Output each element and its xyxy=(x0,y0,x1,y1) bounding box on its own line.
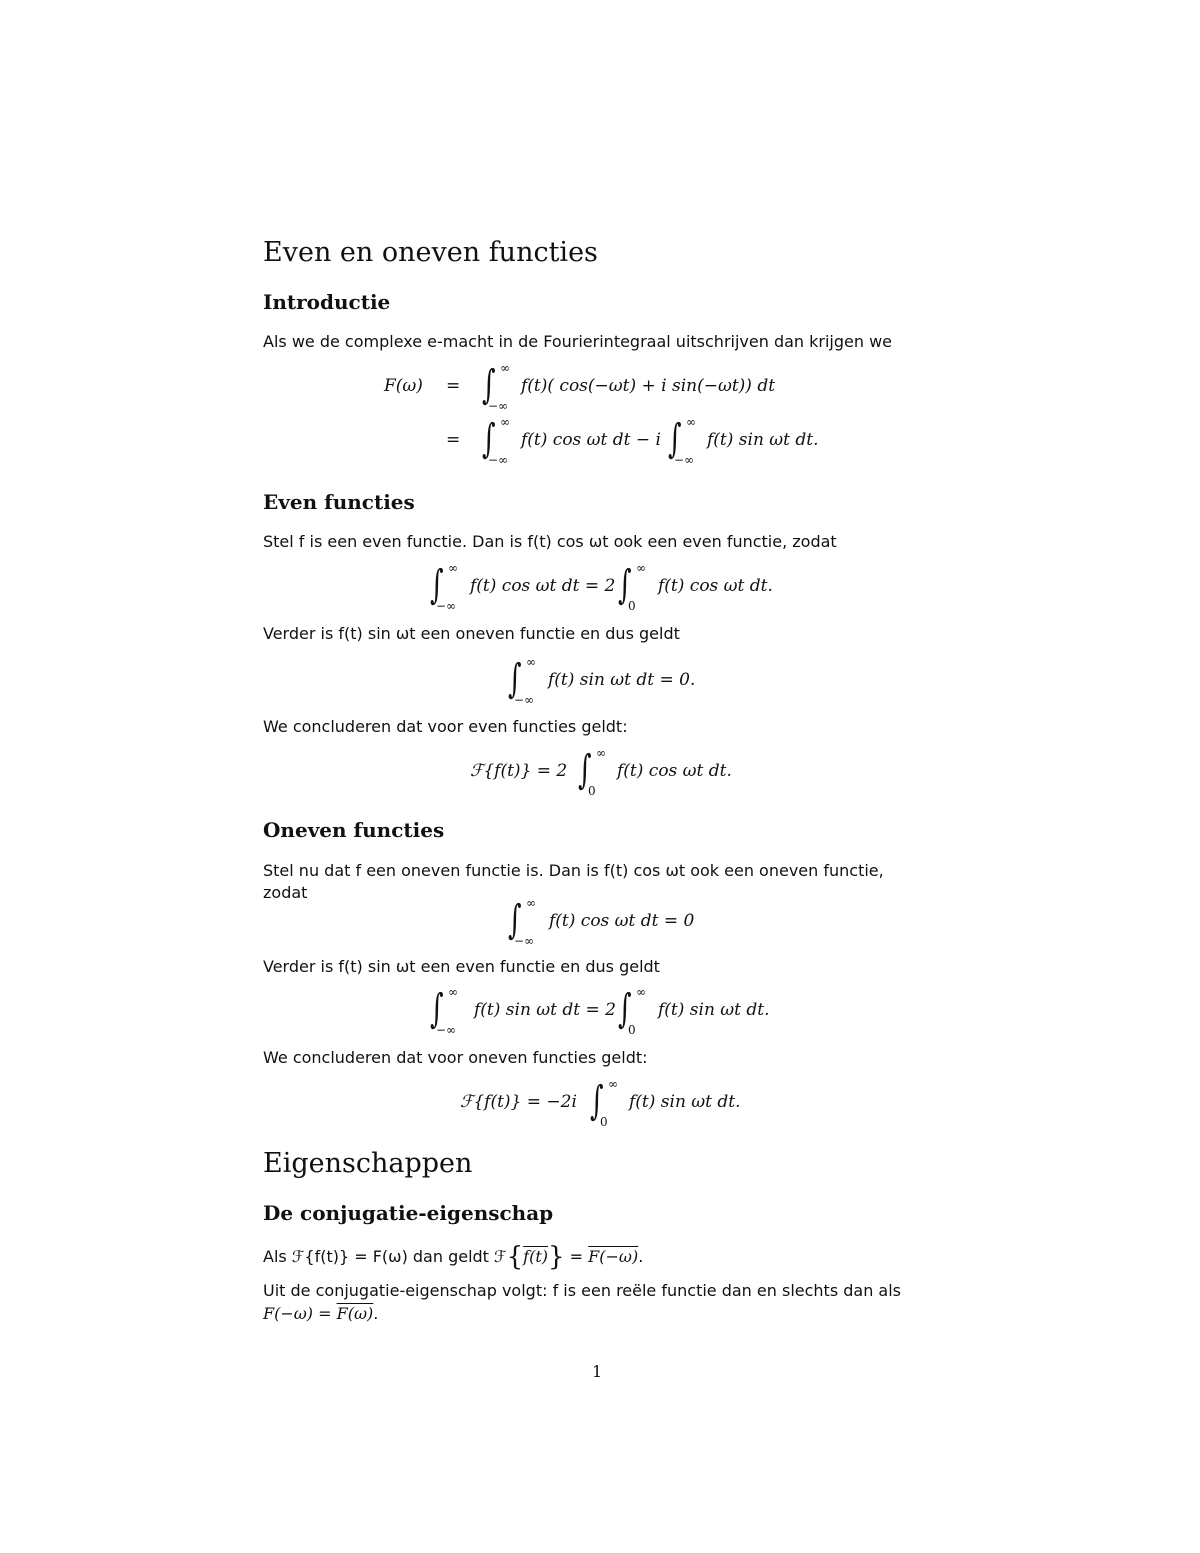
eq-even-3b: f(t) cos ωt dt. xyxy=(617,761,732,781)
upper-limit: ∞ xyxy=(500,415,510,429)
lower-limit: −∞ xyxy=(514,693,535,707)
lower-limit: −∞ xyxy=(436,1023,457,1037)
eq-odd-1: f(t) cos ωt dt = 0 xyxy=(549,911,695,931)
upper-limit: ∞ xyxy=(500,361,510,375)
integral-sign: ∫ xyxy=(590,1078,604,1124)
eq-odd-3a: ℱ{f(t)} = −2i xyxy=(460,1092,577,1112)
lower-limit: 0 xyxy=(588,784,596,798)
paragraph-conj-2b xyxy=(263,1303,943,1325)
subsection-title-introductie: Introductie xyxy=(263,290,391,314)
subsection-title-oneven: Oneven functies xyxy=(263,818,445,842)
eq-odd-3b: f(t) sin ωt dt. xyxy=(629,1092,741,1112)
lower-limit: −∞ xyxy=(514,934,535,948)
eq-lhs: F(ω) xyxy=(384,376,423,396)
paragraph-even-2: Verder is f(t) sin ωt een oneven functie en dus geldt xyxy=(263,624,680,643)
integral-sign: ∫ xyxy=(430,986,444,1032)
upper-limit: ∞ xyxy=(448,561,458,575)
upper-limit: ∞ xyxy=(526,655,536,669)
eq-rhs: f(t) cos ωt dt − i xyxy=(521,430,661,450)
conj-text-d: F(−ω) xyxy=(588,1247,639,1266)
lower-limit: 0 xyxy=(628,1023,636,1037)
eq-operator: = xyxy=(446,376,461,396)
upper-limit: ∞ xyxy=(636,561,646,575)
paragraph-even-3: We concluderen dat voor even functies geldt: xyxy=(263,717,628,736)
conj2-text-a: F(−ω) = xyxy=(263,1304,332,1323)
eq-odd-2a: f(t) sin ωt dt = 2 xyxy=(474,1000,616,1020)
lower-limit: −∞ xyxy=(488,399,509,413)
upper-limit: ∞ xyxy=(608,1077,618,1091)
period: . xyxy=(638,1247,644,1266)
section-title-eigenschappen: Eigenschappen xyxy=(263,1148,473,1179)
brace-close: } xyxy=(548,1242,565,1272)
lower-limit: −∞ xyxy=(674,453,695,467)
paragraph-odd-3: We concluderen dat voor oneven functies geldt: xyxy=(263,1048,648,1067)
paragraph-conj-2a: Uit de conjugatie-eigenschap volgt: f is een reële functie dan en slechts dan als xyxy=(263,1281,902,1300)
eq-even-3a: ℱ{f(t)} = 2 xyxy=(470,761,568,781)
integral-sign: ∫ xyxy=(508,656,522,702)
upper-limit: ∞ xyxy=(686,415,696,429)
upper-limit: ∞ xyxy=(596,746,606,760)
integral-sign: ∫ xyxy=(482,362,496,408)
paragraph-conj-1 xyxy=(263,1242,943,1272)
integral-sign: ∫ xyxy=(508,897,522,943)
integral-sign: ∫ xyxy=(482,416,496,462)
lower-limit: −∞ xyxy=(436,599,457,613)
subsection-title-conjugatie: De conjugatie-eigenschap xyxy=(263,1201,554,1225)
eq-rhs: f(t) sin ωt dt. xyxy=(707,430,819,450)
paragraph-intro: Als we de complexe e-macht in de Fourierintegraal uitschrijven dan krijgen we xyxy=(263,332,893,351)
integral-sign: ∫ xyxy=(430,562,444,608)
subsection-title-even: Even functies xyxy=(263,490,415,514)
lower-limit: 0 xyxy=(600,1115,608,1129)
upper-limit: ∞ xyxy=(526,896,536,910)
paragraph-odd-2: Verder is f(t) sin ωt een even functie en dus geldt xyxy=(263,957,660,976)
paragraph-even-1: Stel f is een even functie. Dan is f(t) cos ωt ook een even functie, zodat xyxy=(263,532,837,551)
conj-text-a: Als ℱ{f(t)} = F(ω) dan geldt ℱ xyxy=(263,1247,507,1266)
conj2-text-b: F(ω) xyxy=(336,1304,374,1323)
eq-operator: = xyxy=(446,430,461,450)
integral-sign: ∫ xyxy=(668,416,682,462)
eq-even-1b: f(t) cos ωt dt. xyxy=(658,576,773,596)
integral-sign: ∫ xyxy=(618,986,632,1032)
eq-even-1a: f(t) cos ωt dt = 2 xyxy=(470,576,616,596)
eq-even-2: f(t) sin ωt dt = 0. xyxy=(548,670,696,690)
eq-odd-2b: f(t) sin ωt dt. xyxy=(658,1000,770,1020)
section-title: Even en oneven functies xyxy=(263,237,598,268)
paragraph-odd-1a: Stel nu dat f een oneven functie is. Dan is f(t) cos ωt ook een oneven functie, xyxy=(263,861,884,880)
page-number: 1 xyxy=(592,1362,603,1381)
integral-sign: ∫ xyxy=(578,747,592,793)
upper-limit: ∞ xyxy=(636,985,646,999)
upper-limit: ∞ xyxy=(448,985,458,999)
paragraph-odd-1b: zodat xyxy=(263,883,308,902)
conj-text-b: f(t) xyxy=(523,1247,549,1266)
conj-text-c: = xyxy=(569,1247,584,1266)
eq-rhs: f(t)( cos(−ωt) + i sin(−ωt)) dt xyxy=(521,376,776,396)
period: . xyxy=(373,1304,379,1323)
brace-open: { xyxy=(506,1242,524,1272)
lower-limit: 0 xyxy=(628,599,636,613)
lower-limit: −∞ xyxy=(488,453,509,467)
integral-sign: ∫ xyxy=(618,562,632,608)
